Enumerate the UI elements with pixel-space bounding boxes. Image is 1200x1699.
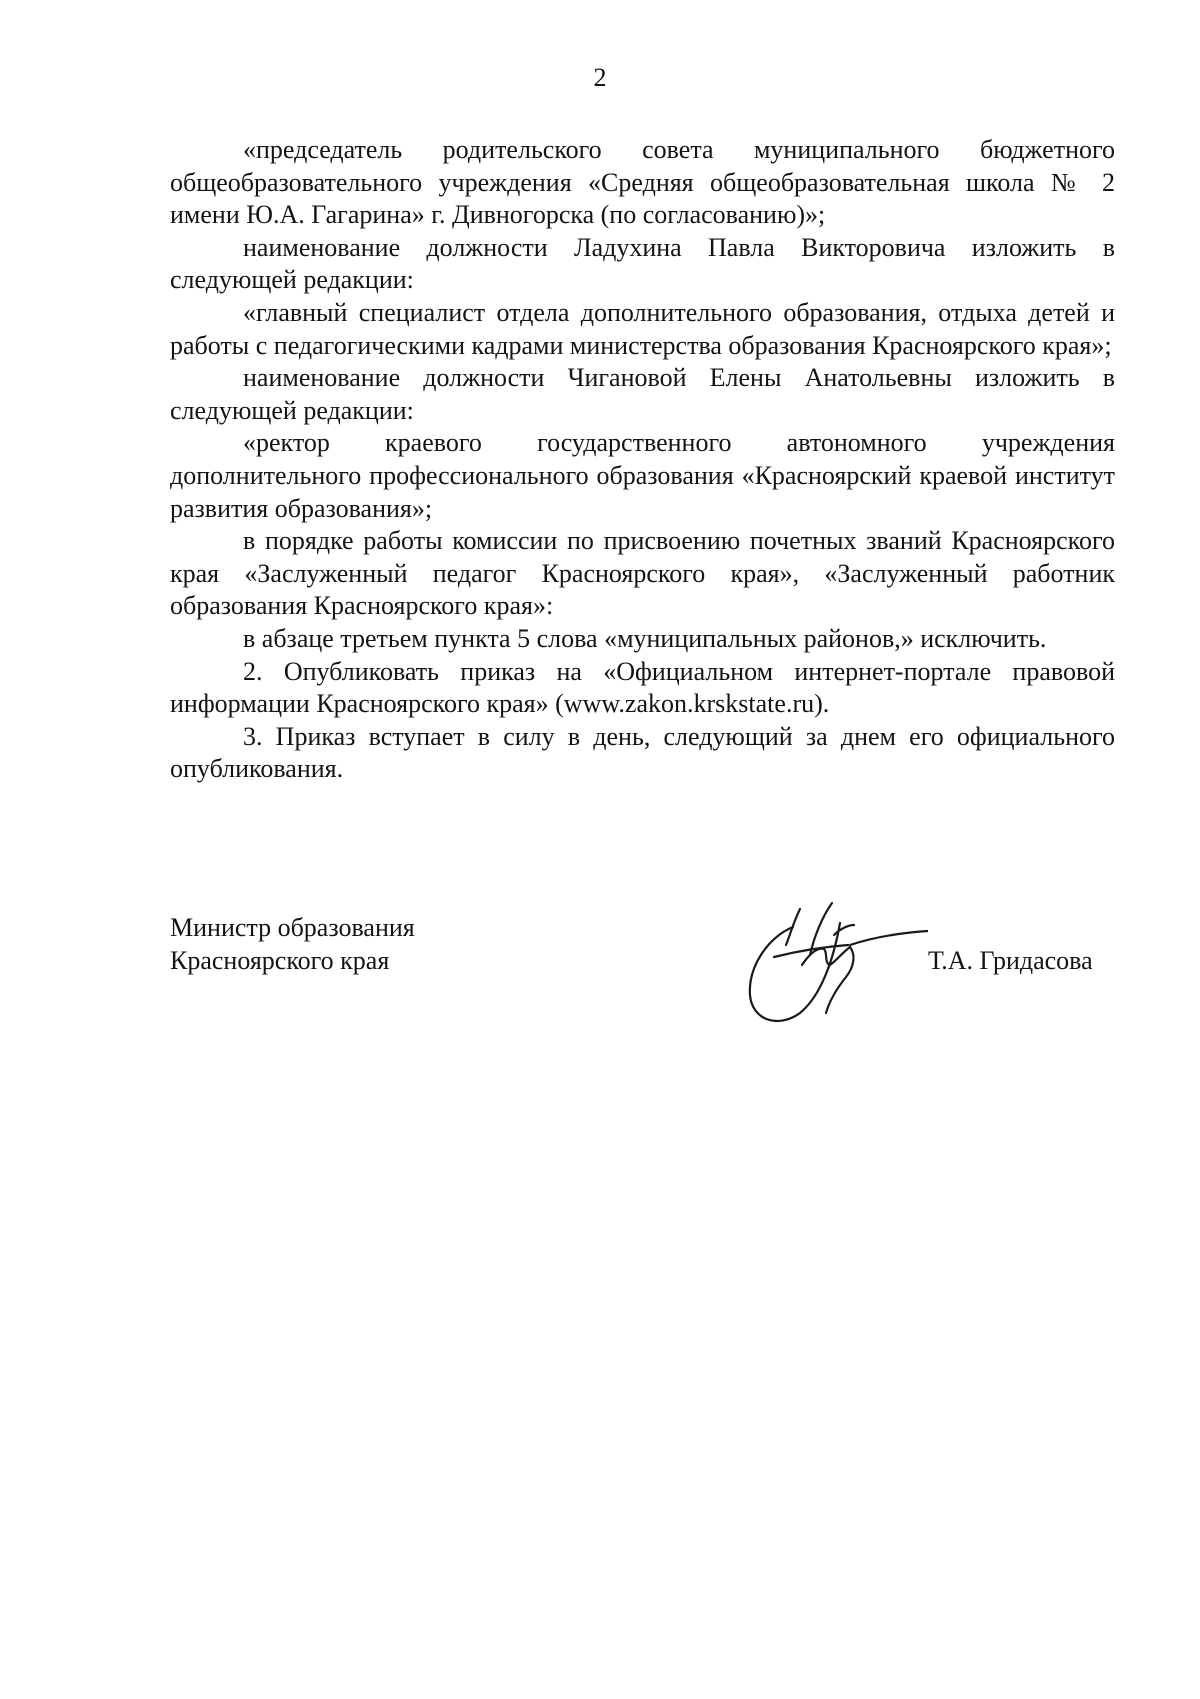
signer-name: Т.А. Гридасова — [928, 946, 1093, 975]
paragraph-point5-amendment: в абзаце третьем пункта 5 слова «муниципальных районов,» исключить. — [243, 623, 1047, 653]
paragraph-chiganova-position: наименование должности Чигановой Елены Анатольевны изложить в следующей редакции: — [170, 363, 1115, 425]
paragraph-ladukhin-position: наименование должности Ладухина Павла Викторовича изложить в следующей редакции: — [170, 232, 1115, 295]
signatory-position-line1: Министр образования — [170, 913, 415, 942]
page-number: 2 — [593, 63, 607, 92]
document-body — [170, 134, 1115, 786]
handwritten-signature — [738, 895, 928, 1030]
paragraph-publication: 2. Опубликовать приказ на «Официальном интернет-портале правовой информации Красноярского края» (www.zakon.krskstate.ru). — [170, 656, 1115, 719]
paragraph-rector-title: «ректор краевого государственного автономного учреждения дополнительного профессионального образования «Красноярский краевой институт развития образования»; — [170, 428, 1115, 523]
paragraph-chairman-title: «председатель родительского совета муниципального бюджетного общеобразовательного учреждения «Средняя общеобразовательная школа № 2 имени Ю.А. Гагарина» г. Дивногорска (по согласованию)»; — [170, 135, 1115, 230]
signatory-position-line2: Красноярского края — [170, 945, 390, 975]
paragraph-commission-procedure: в порядке работы комиссии по присвоению почетных званий Красноярского края «Заслуженный педагог Красноярского края», «Заслуженный работник образования Красноярского края»: — [170, 526, 1115, 621]
paragraph-chief-specialist-title: «главный специалист отдела дополнительного образования, отдыха детей и работы с педагогическими кадрами министерства образования Красноярского края»; — [170, 297, 1115, 360]
paragraph-entry-into-force: 3. Приказ вступает в силу в день, следующий за днем его официального опубликования. — [170, 721, 1115, 784]
signatory-position — [170, 912, 415, 977]
